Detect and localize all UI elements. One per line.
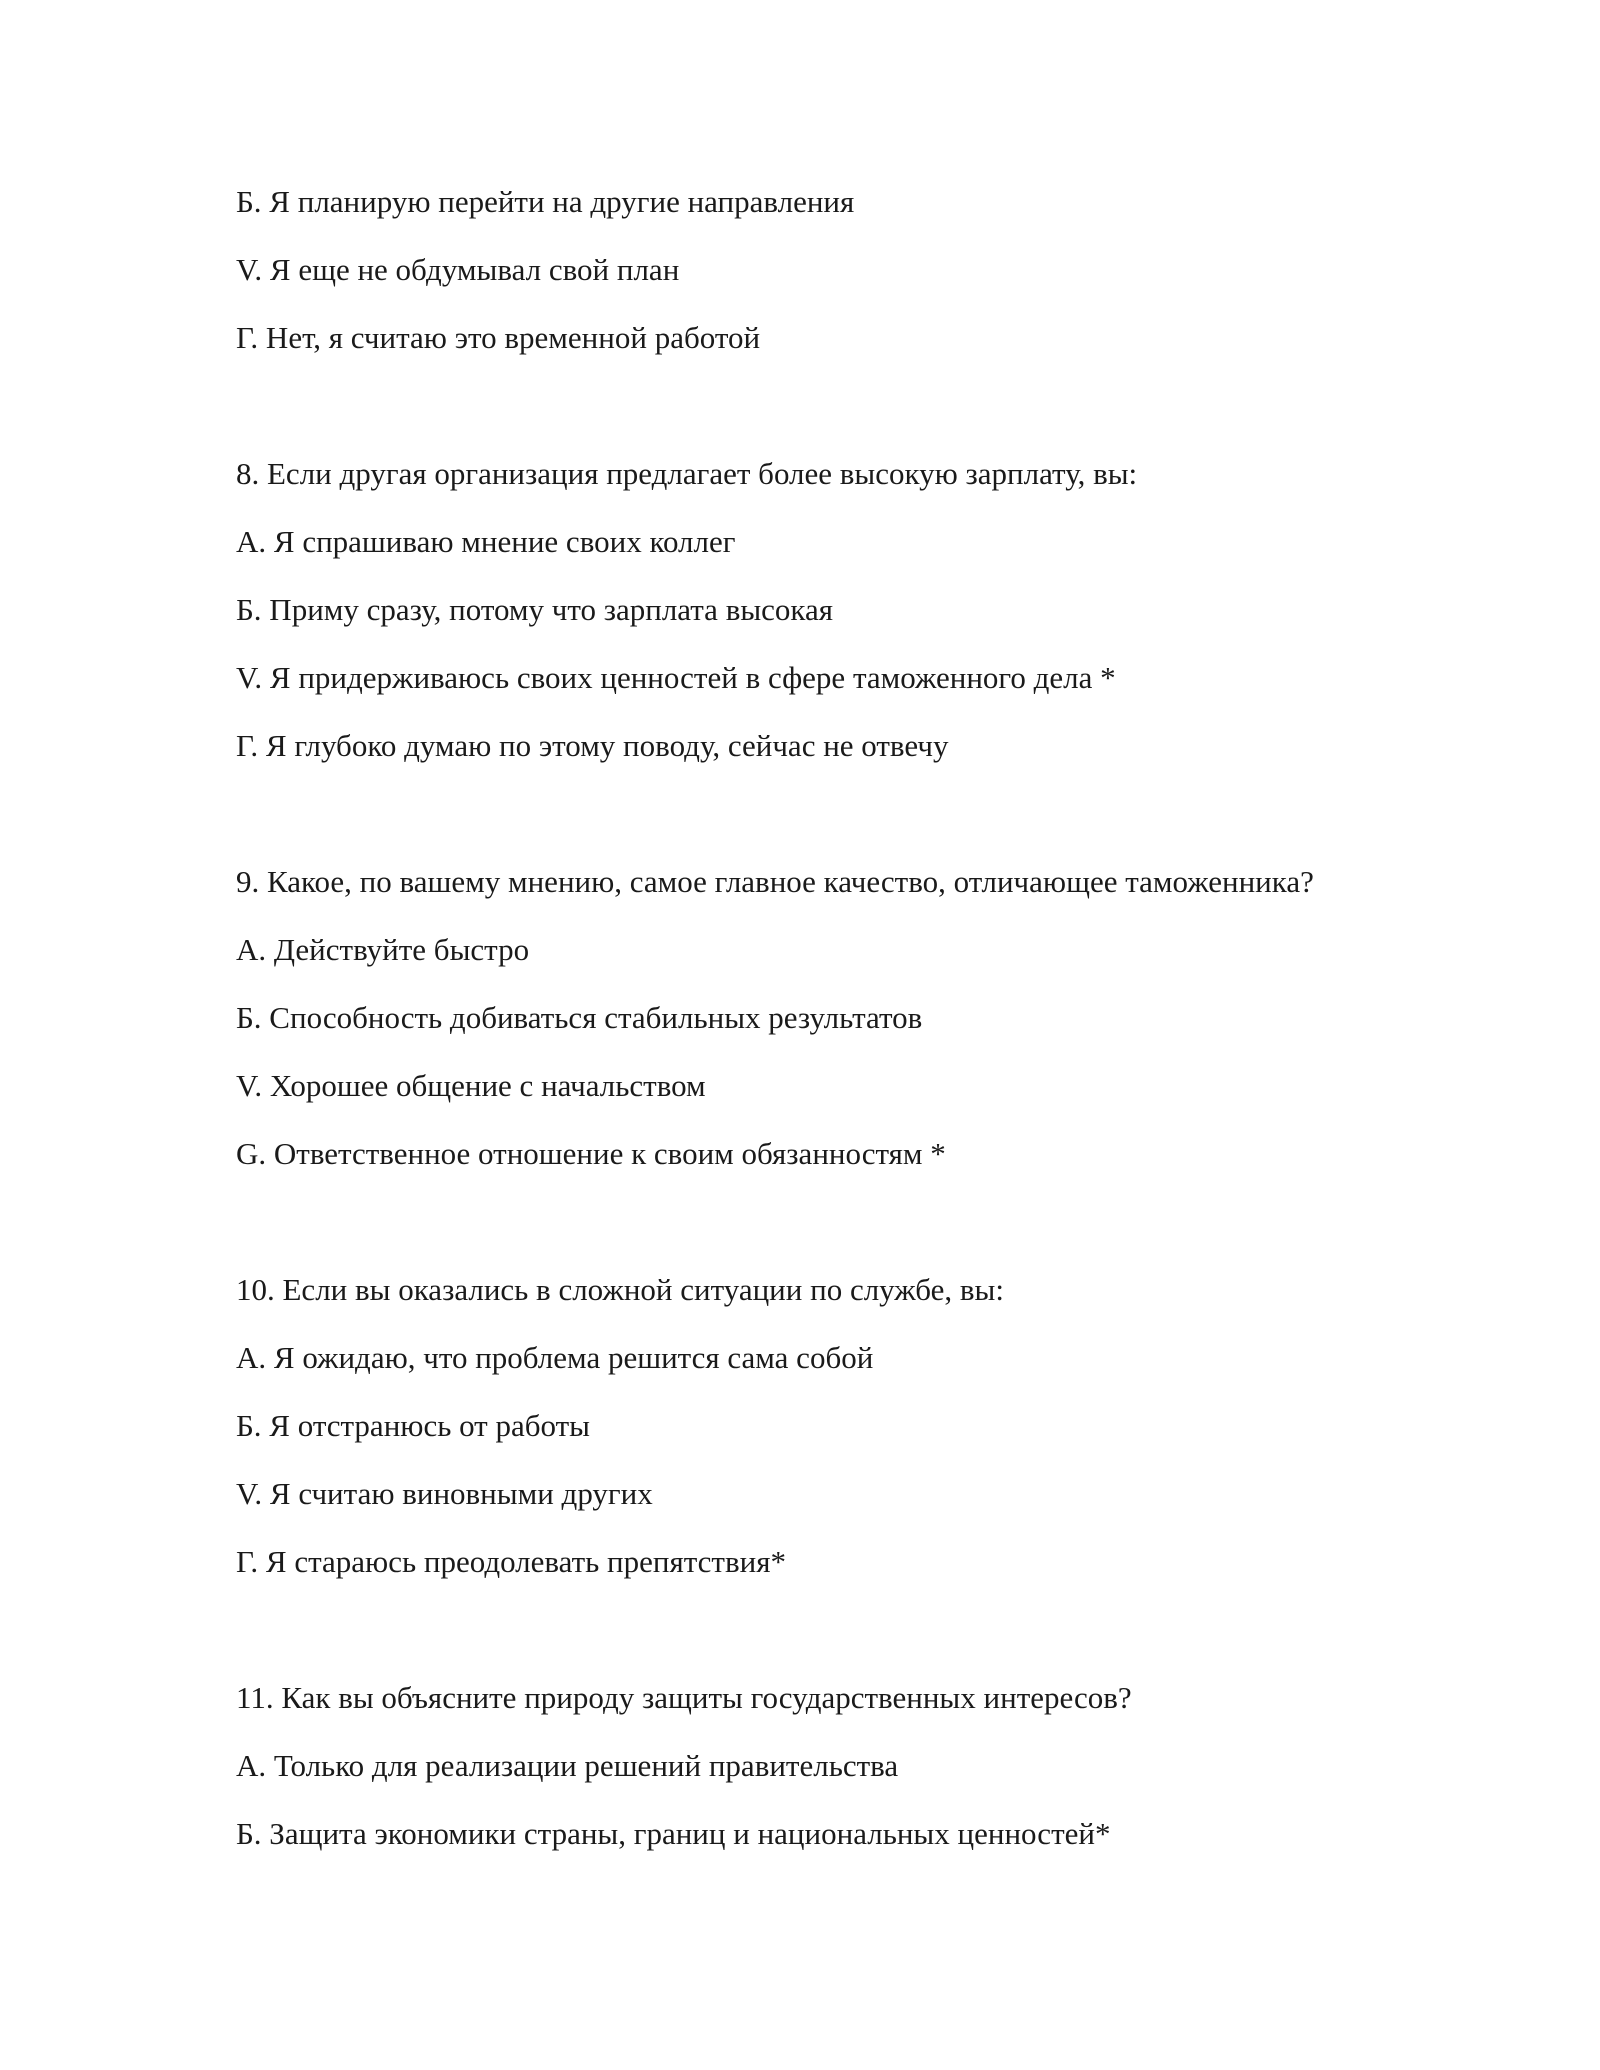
spacer (236, 390, 1436, 458)
question-9: 9. Какое, по вашему мнению, самое главное качество, отличающее таможенника? (236, 864, 1314, 899)
spacer (236, 1206, 1436, 1274)
answer-option: А. Я ожидаю, что проблема решится сама собой (236, 1340, 874, 1375)
answer-option: Г. Нет, я считаю это временной работой (236, 320, 761, 355)
question-10: 10. Если вы оказались в сложной ситуации по службе, вы: (236, 1272, 1004, 1307)
question-8: 8. Если другая организация предлагает более высокую зарплату, вы: (236, 456, 1138, 491)
answer-option: V. Я считаю виновными других (236, 1476, 653, 1511)
answer-option: Б. Приму сразу, потому что зарплата высокая (236, 592, 834, 627)
answer-option: А. Я спрашиваю мнение своих коллег (236, 524, 736, 559)
answer-option: V. Хорошее общение с начальством (236, 1068, 706, 1103)
answer-option: Г. Я стараюсь преодолевать препятствия* (236, 1544, 786, 1579)
answer-option: V. Я придерживаюсь своих ценностей в сфере таможенного дела * (236, 660, 1116, 695)
answer-option: G. Ответственное отношение к своим обязанностям * (236, 1136, 946, 1171)
answer-option: А. Действуйте быстро (236, 932, 530, 967)
questionnaire-content (236, 186, 1436, 1886)
answer-option: Б. Защита экономики страны, границ и национальных ценностей* (236, 1816, 1111, 1851)
answer-option: А. Только для реализации решений правительства (236, 1748, 899, 1783)
answer-option: Б. Я планирую перейти на другие направления (236, 184, 855, 219)
answer-option: Г. Я глубоко думаю по этому поводу, сейчас не отвечу (236, 728, 949, 763)
spacer (236, 798, 1436, 866)
answer-option: Б. Я отстранюсь от работы (236, 1408, 590, 1443)
answer-option: Б. Способность добиваться стабильных результатов (236, 1000, 923, 1035)
spacer (236, 1614, 1436, 1682)
question-11: 11. Как вы объясните природу защиты государственных интересов? (236, 1680, 1132, 1715)
answer-option: V. Я еще не обдумывал свой план (236, 252, 680, 287)
